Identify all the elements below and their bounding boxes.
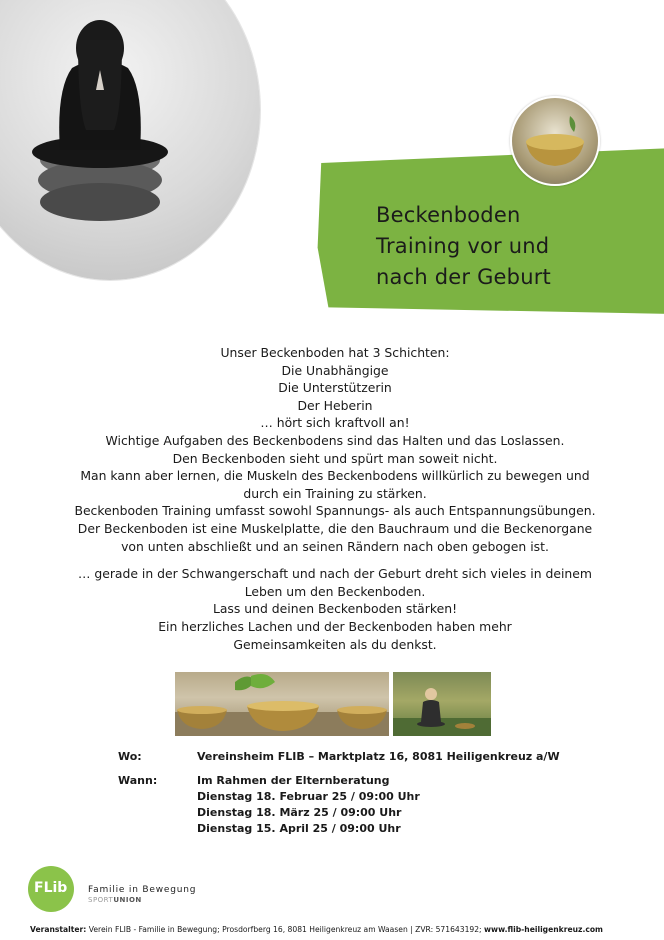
- when-label: Wann:: [118, 774, 158, 787]
- body-line: Leben um den Beckenboden.: [244, 583, 426, 599]
- body-line: Die Unterstützerin: [278, 380, 392, 396]
- body-line: Beckenboden Training umfasst sowohl Spannungs- als auch Entspannungsübungen.: [74, 503, 596, 519]
- singing-bowls-photo: [175, 672, 389, 736]
- body-text: [60, 344, 610, 653]
- logo-sub-brand: UNION: [113, 896, 142, 904]
- footer-label: Veranstalter:: [30, 925, 87, 934]
- footer: [30, 925, 650, 934]
- body-line: von unten abschließt und an seinen Rändern nach oben gebogen ist.: [121, 538, 549, 554]
- title-line-3: nach der Geburt: [376, 265, 551, 289]
- body-line: Lass und deinen Beckenboden stärken!: [212, 601, 458, 617]
- where-label: Wo:: [118, 750, 142, 763]
- title-line-1: Beckenboden: [376, 203, 521, 227]
- when-line: Dienstag 18. März 25 / 09:00 Uhr: [197, 806, 402, 819]
- when-line: Im Rahmen der Elternberatung: [197, 774, 390, 787]
- body-line: Ein herzliches Lachen und der Beckenboden haben mehr: [158, 618, 512, 634]
- logo-sub: [88, 896, 142, 904]
- body-line: Wichtige Aufgaben des Beckenbodens sind das Halten und das Loslassen.: [105, 432, 565, 448]
- yoga-outdoor-photo: [393, 672, 491, 736]
- where-value: Vereinsheim FLIB – Marktplatz 16, 8081 Heiligenkreuz a/W: [197, 750, 560, 763]
- footer-text: Verein FLIB - Familie in Bewegung; Prosdorfberg 16, 8081 Heiligenkreuz am Waasen | ZVR: 571643192;: [88, 925, 482, 934]
- footer-url[interactable]: www.flib-heiligenkreuz.com: [484, 925, 603, 934]
- body-line: Der Heberin: [297, 397, 373, 413]
- body-line: Unser Beckenboden hat 3 Schichten:: [220, 345, 450, 360]
- title-line-2: Training vor und: [376, 234, 550, 258]
- body-line: Der Beckenboden ist eine Muskelplatte, die den Bauchraum und die Beckenorgane: [77, 520, 593, 536]
- singing-bowl-photo: [510, 96, 600, 186]
- body-line: Man kann aber lernen, die Muskeln des Beckenbodens willkürlich zu bewegen und: [80, 468, 590, 484]
- logo-mark: FLib: [34, 880, 68, 896]
- when-line: Dienstag 15. April 25 / 09:00 Uhr: [197, 822, 401, 835]
- body-line: Den Beckenboden sieht und spürt man soweit nicht.: [172, 450, 498, 466]
- when-line: Dienstag 18. Februar 25 / 09:00 Uhr: [197, 790, 420, 803]
- body-line: durch ein Training zu stärken.: [243, 485, 427, 501]
- when-list: [197, 773, 420, 837]
- body-line: Gemeinsamkeiten als du denkst.: [233, 636, 437, 652]
- body-line: Die Unabhängige: [281, 362, 389, 378]
- body-line: … gerade in der Schwangerschaft und nach der Geburt dreht sich vieles in deinem: [78, 566, 592, 582]
- hero-photo-meditation: [0, 0, 260, 280]
- logo-tagline: Familie in Bewegung: [88, 885, 197, 895]
- page-title: [376, 200, 646, 293]
- body-line: … hört sich kraftvoll an!: [260, 415, 410, 431]
- logo-sub-prefix: SPORT: [88, 896, 114, 904]
